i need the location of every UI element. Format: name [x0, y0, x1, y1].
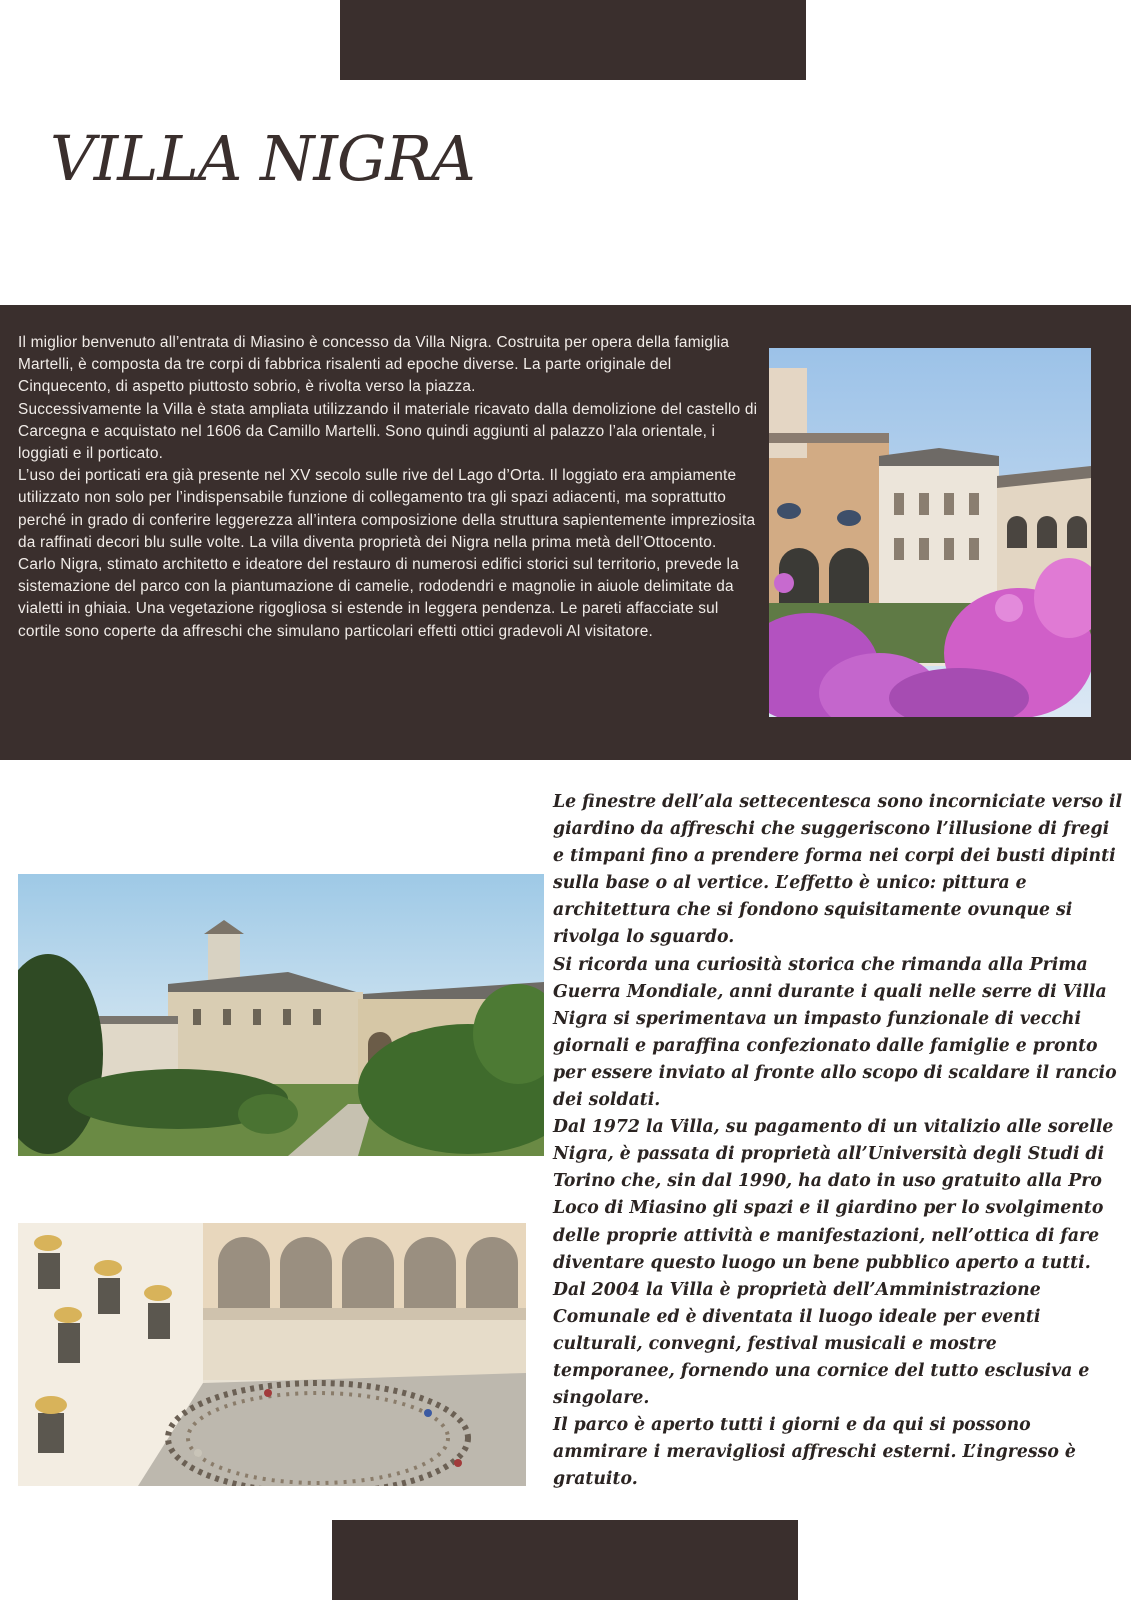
bottom-decorative-bar: [332, 1520, 798, 1600]
villa-exterior-photo: [18, 874, 544, 1156]
page-title: VILLA NIGRA: [50, 122, 475, 195]
history-paragraph: Le finestre dell’ala settecentesca sono incorniciate verso il giardino da affreschi che suggeriscono l’illusione di fregi e timpani fino a prendere forma nei corpi dei busti dipinti sulla base o al vertice. L’effetto è unico: pittura e architettura che si fondono squisitamente ovunque si rivolga lo sguardo.: [553, 792, 1123, 948]
history-paragraph: Dal 1972 la Villa, su pagamento di un vitalizio alle sorelle Nigra, è passata di proprietà all’Università degli Studi di Torino che, sin dal 1990, ha dato in uso gratuito alla Pro Loco di Miasino gli spazi e il giardino per lo svolgimento delle proprie attività e manifestazioni, nell’ottica di fare diventare questo luogo un bene pubblico aperto a tutti. Dal 2004 la Villa è proprietà dell’Amministrazione Comunale ed è diventata il luogo ideale per eventi culturali, convegni, festival musicali e mostre temporanee, fornendo una cornice del tutto esclusiva e singolare.: [553, 1117, 1114, 1409]
history-paragraph: Si ricorda una curiosità storica che rimanda alla Prima Guerra Mondiale, anni durante i quali nelle serre di Villa Nigra si sperimentava un impasto funzionale di vecchi giornali e paraffina confezionato dalle famiglie e pronto per essere inviato al fronte allo scopo di scaldare il rancio dei soldati.: [553, 954, 1117, 1111]
courtyard-crowd-photo: [18, 1223, 526, 1486]
intro-paragraph: Carlo Nigra, stimato architetto e ideatore del restauro di numerosi edifici storici sul territorio, prevede la sistemazione del parco con la piantumazione di camelie, rododendri e magnolie in aiuole delimitate da vialetti in ghiaia. Una vegetazione rigogliosa si estende in leggera pendenza. Le pareti affacciate sul cortile sono coperte da affreschi che simulano particolari effetti ottici gradevoli Al visitatore.: [18, 556, 739, 640]
intro-paragraph: L’uso dei porticati era già presente nel XV secolo sulle rive del Lago d’Orta. Il loggiato era ampiamente utilizzato non solo per l’indispensabile funzione di collegamento tra gli spazi adiacenti, ma soprattutto perché in grado di conferire leggerezza all’intera composizione della struttura sapientemente impreziosita da raffinati decori blu sulle volte. La villa diventa proprietà dei Nigra nella prima metà dell’Ottocento.: [18, 467, 756, 551]
intro-text: [18, 332, 758, 643]
courtyard-azalea-photo: [769, 348, 1091, 717]
history-text: [553, 789, 1123, 1493]
top-decorative-bar: [340, 0, 806, 80]
intro-paragraph: Il miglior benvenuto all’entrata di Miasino è concesso da Villa Nigra. Costruita per opera della famiglia Martelli, è composta da tre corpi di fabbrica risalenti ad epoche diverse. La parte originale del Cinquecento, di aspetto piuttosto sobrio, è rivolta verso la piazza.: [18, 334, 730, 396]
history-paragraph: Il parco è aperto tutti i giorni e da qui si possono ammirare i meravigliosi affreschi esterni. L’ingresso è gratuito.: [553, 1415, 1076, 1490]
intro-paragraph: Successivamente la Villa è stata ampliata utilizzando il materiale ricavato dalla demolizione del castello di Carcegna e acquistato nel 1606 da Camillo Martelli. Sono quindi aggiunti al palazzo l’ala orientale, i loggiati e il porticato.: [18, 400, 758, 463]
